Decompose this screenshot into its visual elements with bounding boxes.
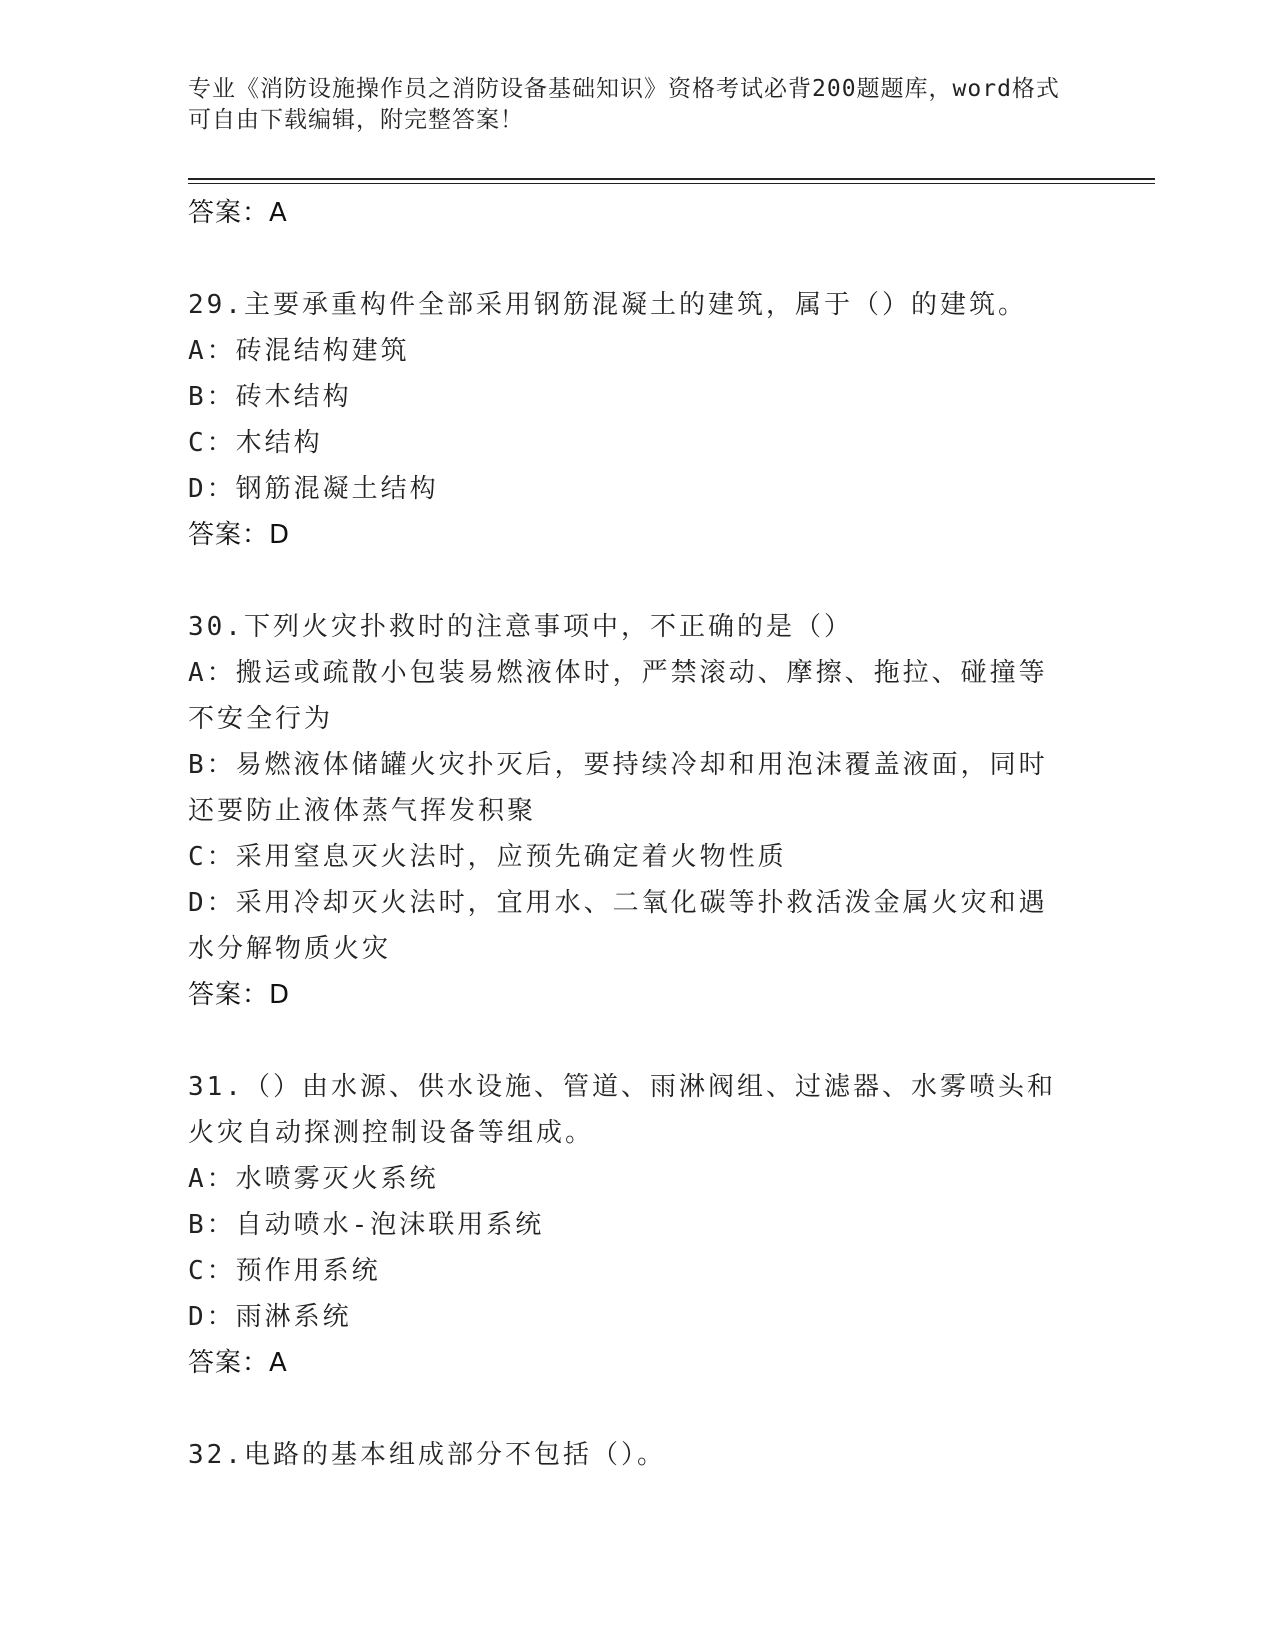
option-c: C：预作用系统 [188, 1256, 381, 1286]
spacer [188, 236, 1068, 282]
option-a: A：砖混结构建筑 [188, 336, 410, 366]
option-d: D：钢筋混凝土结构 [188, 474, 439, 504]
page-header: 专业《消防设施操作员之消防设备基础知识》资格考试必背200题题库，word格式可自由下载编辑，附完整答案！ [188, 76, 1060, 133]
question-block [188, 1064, 1068, 1386]
option-c: C：采用窒息灭火法时，应预先确定着火物性质 [188, 842, 787, 872]
option-a: A：搬运或疏散小包装易燃液体时，严禁滚动、摩擦、拖拉、碰撞等不安全行为 [188, 658, 1048, 734]
question-block [188, 1432, 1068, 1478]
option-b: B：自动喷水-泡沫联用系统 [188, 1210, 545, 1240]
previous-answer: 答案：A [188, 198, 288, 228]
question-stem: 30.下列火灾扑救时的注意事项中，不正确的是（） [188, 612, 853, 642]
question-stem: 31.（）由水源、供水设施、管道、雨淋阀组、过滤器、水雾喷头和火灾自动探测控制设备等组成。 [188, 1072, 1056, 1148]
option-b: B：易燃液体储罐火灾扑灭后，要持续冷却和用泡沫覆盖液面，同时还要防止液体蒸气挥发积聚 [188, 750, 1048, 826]
option-d: D：雨淋系统 [188, 1302, 352, 1332]
header-divider-thin [188, 183, 1155, 184]
question-answer: 答案：D [188, 980, 291, 1010]
question-block [188, 604, 1068, 1018]
spacer [188, 1018, 1068, 1064]
question-stem: 29.主要承重构件全部采用钢筋混凝土的建筑，属于（）的建筑。 [188, 290, 1027, 320]
option-b: B：砖木结构 [188, 382, 352, 412]
question-answer: 答案：A [188, 1348, 288, 1378]
header-divider-thick [188, 178, 1155, 180]
spacer [188, 1386, 1068, 1432]
question-stem: 32.电路的基本组成部分不包括（）。 [188, 1440, 666, 1470]
question-answer: 答案：D [188, 520, 291, 550]
question-block [188, 282, 1068, 558]
option-d: D：采用冷却灭火法时，宜用水、二氧化碳等扑救活泼金属火灾和遇水分解物质火灾 [188, 888, 1048, 964]
option-c: C：木结构 [188, 428, 323, 458]
question-list [188, 190, 1068, 1478]
option-a: A：水喷雾灭火系统 [188, 1164, 439, 1194]
spacer [188, 558, 1068, 604]
